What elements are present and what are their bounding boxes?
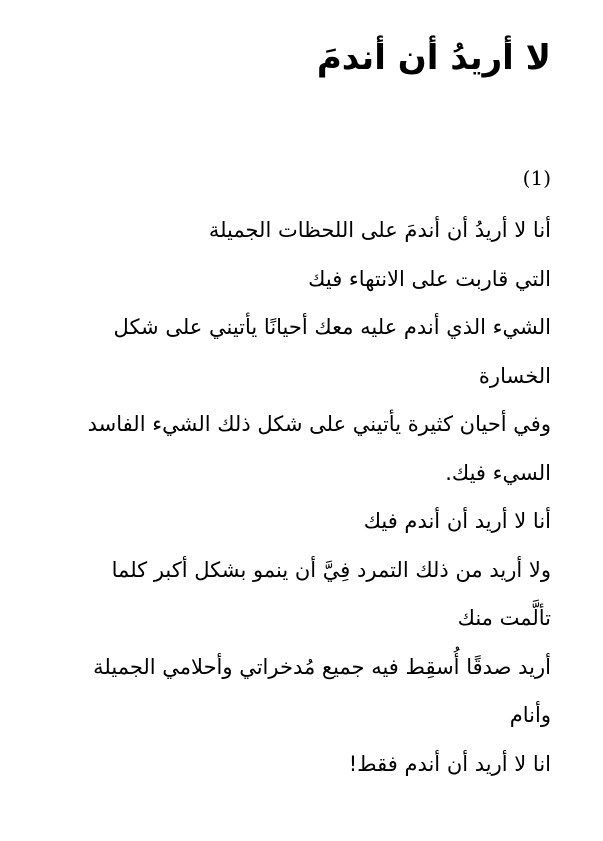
poem-line: الخسارة <box>478 363 551 388</box>
poem-line: وفي أحيان كثيرة يأتيني على شكل ذلك الشيء الفاسد <box>87 412 551 436</box>
poem-line: وأنام <box>509 703 551 727</box>
section-number: (1) <box>522 166 551 190</box>
poem-title: لا أريدُ أن أندمَ <box>316 38 551 78</box>
poem-body <box>41 206 551 788</box>
poem-line: أريد صدقًا أُسقِط فيه جميع مُدخراتي وأحلامي الجميلة <box>93 654 551 679</box>
poem-line: التي قاربت على الانتهاء فيك <box>308 266 551 291</box>
poem-line: الشيء الذي أندم عليه معك أحيانًا يأتيني على شكل <box>113 315 551 339</box>
poem-line: انا لا أريد أن أندم فقط! <box>348 751 551 776</box>
poem-line: تألَّمت منك <box>457 606 551 630</box>
poem-line: ولا أريد من ذلك التمرد فِيَّ أن ينمو بشكل أكبر كلما <box>111 557 551 582</box>
poem-line: أنا لا أريدُ أن أندمَ على اللحظات الجميلة <box>208 218 551 242</box>
poem-line: السيء فيك. <box>445 460 551 485</box>
poem-line: أنا لا أريد أن أندم فيك <box>363 509 551 533</box>
